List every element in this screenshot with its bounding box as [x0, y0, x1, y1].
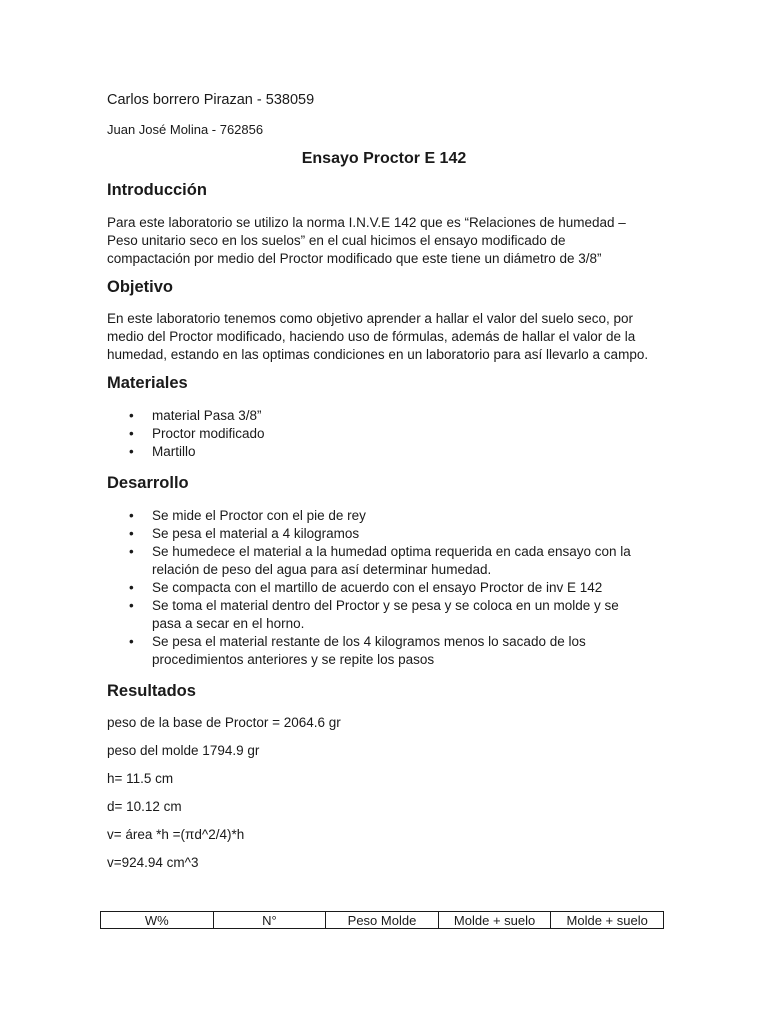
result-line: v= área *h =(πd^2/4)*h [107, 827, 245, 842]
result-line: peso de la base de Proctor = 2064.6 gr [107, 715, 341, 730]
bullet-marker: • [129, 408, 134, 423]
bullet-marker: • [129, 526, 134, 541]
table-header-cell: Molde + suelo [551, 912, 664, 929]
list-item-text: Se toma el material dentro del Proctor y se pesa y se coloca en un molde y se [152, 598, 619, 613]
materiales-list [107, 407, 667, 461]
document-title: Ensayo Proctor E 142 [301, 150, 467, 167]
list-item-text: procedimientos anteriores y se repite los pasos [152, 652, 435, 667]
list-item-text: Se humedece el material a la humedad optima requerida en cada ensayo con la [152, 544, 631, 559]
bullet-marker: • [129, 544, 134, 559]
text-line: Peso unitario seco en los suelos” en el cual hicimos el ensayo modificado de [107, 233, 566, 248]
list-item [107, 633, 667, 669]
list-item [107, 597, 667, 633]
list-item-text: Se pesa el material restante de los 4 kilogramos menos lo sacado de los [152, 634, 586, 649]
text-line: En este laboratorio tenemos como objetivo aprender a hallar el valor del suelo seco, por [107, 311, 634, 326]
heading-resultados: Resultados [107, 682, 196, 700]
results-table [100, 911, 664, 929]
list-item-text: pasa a secar en el horno. [152, 616, 305, 631]
list-item-text: Se mide el Proctor con el pie de rey [152, 508, 366, 523]
bullet-marker: • [129, 508, 134, 523]
heading-introduccion: Introducción [107, 181, 207, 199]
list-item [107, 543, 667, 579]
table-header-row [101, 912, 664, 929]
text-line: compactación por medio del Proctor modificado que este tiene un diámetro de 3/8” [107, 251, 602, 266]
list-item-text: Proctor modificado [152, 426, 265, 441]
heading-objetivo: Objetivo [107, 278, 174, 296]
table-header-cell: Molde + suelo [438, 912, 551, 929]
paragraph-objetivo [107, 310, 667, 364]
author-line-2: Juan José Molina - 762856 [107, 122, 264, 137]
table-header-cell: W% [101, 912, 214, 929]
table-header-cell: N° [213, 912, 326, 929]
list-item [107, 443, 667, 461]
result-line: h= 11.5 cm [107, 771, 174, 786]
paragraph-introduccion [107, 214, 667, 268]
author-line-1: Carlos borrero Pirazan - 538059 [107, 92, 315, 108]
list-item-text: relación de peso del agua para así determinar humedad. [152, 562, 492, 577]
bullet-marker: • [129, 598, 134, 613]
text-line: Para este laboratorio se utilizo la norma I.N.V.E 142 que es “Relaciones de humedad – [107, 215, 626, 230]
result-line: peso del molde 1794.9 gr [107, 743, 260, 758]
list-item-text: material Pasa 3/8” [152, 408, 262, 423]
bullet-marker: • [129, 580, 134, 595]
bullet-marker: • [129, 634, 134, 649]
heading-desarrollo: Desarrollo [107, 474, 189, 492]
list-item-text: Martillo [152, 444, 196, 459]
list-item [107, 525, 667, 543]
desarrollo-list [107, 507, 667, 669]
list-item-text: Se pesa el material a 4 kilogramos [152, 526, 360, 541]
list-item [107, 425, 667, 443]
list-item [107, 579, 667, 597]
bullet-marker: • [129, 444, 134, 459]
table-header-cell: Peso Molde [326, 912, 439, 929]
list-item [107, 407, 667, 425]
heading-materiales: Materiales [107, 374, 188, 392]
result-line: d= 10.12 cm [107, 799, 182, 814]
bullet-marker: • [129, 426, 134, 441]
list-item [107, 507, 667, 525]
text-line: medio del Proctor modificado, haciendo uso de fórmulas, además de hallar el valor de la [107, 329, 636, 344]
list-item-text: Se compacta con el martillo de acuerdo con el ensayo Proctor de inv E 142 [152, 580, 603, 595]
text-line: humedad, estando en las optimas condiciones en un laboratorio para así llevarlo a campo. [107, 347, 649, 362]
result-line: v=924.94 cm^3 [107, 855, 199, 870]
